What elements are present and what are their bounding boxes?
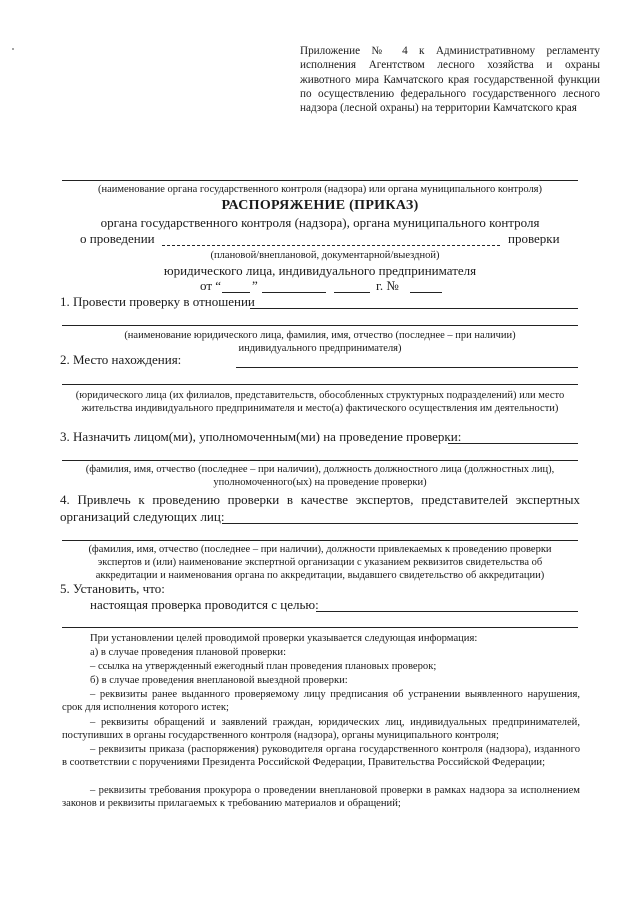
item-4-caption: (фамилия, имя, отчество (последнее – при наличии), должности привлекаемых к проведению проверки экспертов и (или) наименование экспертной организации с указанием реквизитов свидетельства об аккредитации и наименования органа по аккредитации, выдавшего свидетельство об аккредитации) (88, 544, 552, 581)
info-unplanned-item-3: – реквизиты приказа (распоряжения) руководителя органа государственного контроля (надзора), изданного в соответствии с поручениями Президента Российской Федерации, Правительства Российской Федерации; (62, 744, 580, 769)
conduct-field[interactable] (162, 245, 500, 246)
date-prefix: от “ (200, 278, 222, 293)
appendix-note: Приложение № 4 к Административному регламенту исполнения Агентством лесного хозяйства и охраны животного мира Камчатского края государственной функции по осуществлению федерального государственного лесного надзора (лесной охраны) на территории Камчатского края (300, 45, 600, 115)
conduct-suffix: проверки (508, 231, 560, 246)
number-label: г. № (376, 278, 399, 293)
item-3-caption: (фамилия, имя, отчество (последнее – при наличии), должность должностного лица (должностных лиц), уполномоченного(ых) на проведение проверки) (85, 464, 555, 488)
document-title: РАСПОРЯЖЕНИЕ (ПРИКАЗ) (221, 198, 419, 213)
item-4-label: 4. Привлечь к проведению проверки в качестве экспертов, представителей экспертных организаций следующих лиц: (60, 492, 580, 524)
item-4-field[interactable] (222, 523, 578, 524)
item-1-label: 1. Провести проверку в отношении (60, 294, 255, 309)
item-2-caption: (юридического лица (их филиалов, представительств, обособленных структурных подразделений) или место жительства индивидуального предпринимателя и место(а) фактического осуществления им деятельности) (75, 390, 565, 414)
date-month-field[interactable] (262, 292, 326, 293)
item-3-field[interactable] (448, 443, 578, 444)
info-unplanned-item-4: – реквизиты требования прокурора о проведении внеплановой проверки в рамках надзора за исполнением законов и реквизиты прилагаемых к требованию материалов и обращений; (62, 785, 580, 810)
date-year-field[interactable] (334, 292, 370, 293)
item-5-goal-field-2[interactable] (62, 627, 578, 628)
item-3-field-2[interactable] (62, 460, 578, 461)
check-type-caption: (плановой/внеплановой, документарной/выездной) (210, 250, 440, 261)
organ-line (62, 180, 578, 181)
info-planned: а) в случае проведения плановой проверки: (90, 647, 287, 658)
item-1-field-2[interactable] (62, 325, 578, 326)
item-5-label: 5. Установить, что: (60, 581, 165, 596)
number-field[interactable] (410, 292, 442, 293)
info-unplanned-item-2: – реквизиты обращений и заявлений граждан, юридических лиц, индивидуальных предпринимателей, поступивших в органы государственного контроля (надзора), органы муниципального контроля; (62, 717, 580, 742)
item-3-label: 3. Назначить лицом(ми), уполномоченным(ми) на проведение проверки: (60, 429, 462, 444)
info-intro: При установлении целей проводимой проверки указывается следующая информация: (90, 633, 478, 644)
scan-speck (12, 48, 14, 50)
date-quote: ” (252, 278, 258, 293)
item-5-goal-label: настоящая проверка проводится с целью: (90, 597, 319, 612)
organ-caption: (наименование органа государственного контроля (надзора) или органа муниципального контроля) (97, 184, 543, 195)
item-2-field[interactable] (236, 367, 578, 368)
item-2-label: 2. Место нахождения: (60, 352, 182, 367)
conduct-label: о проведении (80, 231, 155, 246)
item-5-goal-field[interactable] (316, 611, 578, 612)
date-day-field[interactable] (222, 292, 250, 293)
info-planned-item: – ссылка на утвержденный ежегодный план проведения плановых проверок; (90, 661, 437, 672)
info-unplanned: б) в случае проведения внеплановой выездной проверки: (90, 675, 348, 686)
info-unplanned-item-1: – реквизиты ранее выданного проверяемому лицу предписания об устранении выявленного нарушения, срок для исполнения которого истек; (62, 689, 580, 714)
item-2-field-2[interactable] (62, 384, 578, 385)
document-subtitle: органа государственного контроля (надзора), органа муниципального контроля (100, 215, 540, 230)
item-1-field[interactable] (250, 308, 578, 309)
item-1-caption: (наименование юридического лица, фамилия, имя, отчество (последнее – при наличии) индивидуального предпринимателя) (124, 330, 516, 354)
item-4-field-2[interactable] (62, 540, 578, 541)
subject-line: юридического лица, индивидуального предпринимателя (163, 263, 477, 278)
